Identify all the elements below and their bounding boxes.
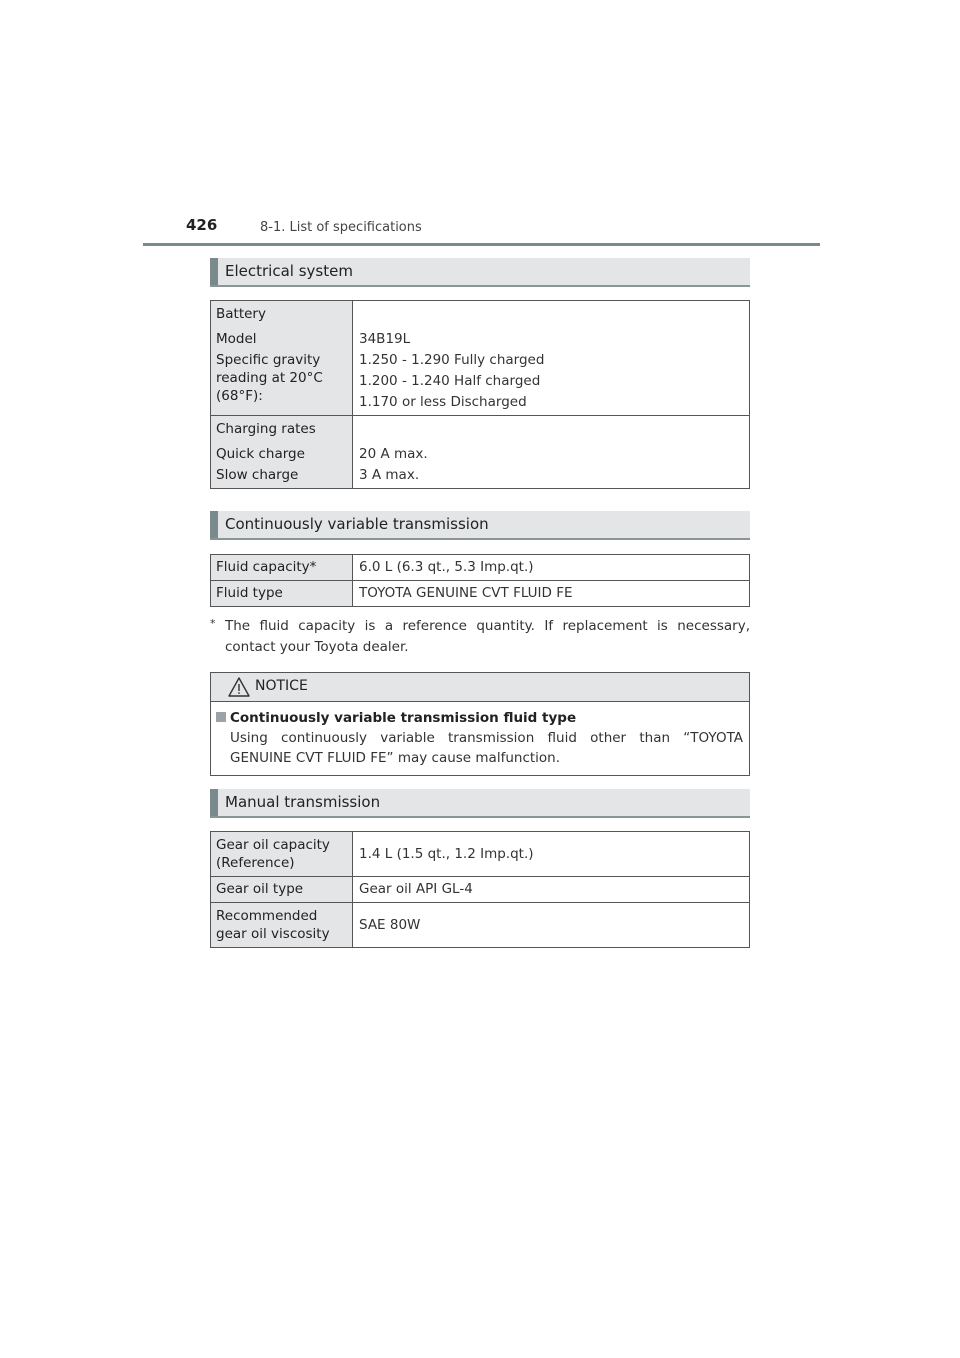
label-line: gear oil viscosity xyxy=(216,926,330,942)
notice-subheading-text: Continuously variable transmission fluid type xyxy=(230,710,577,726)
heading-label: Manual transmission xyxy=(225,793,381,811)
footnote-mark: * xyxy=(210,617,216,630)
label-line: Recommended xyxy=(216,908,318,924)
quick-charge-value: 20 A max. xyxy=(359,446,428,462)
gravity-value-3: 1.170 or less Discharged xyxy=(359,394,527,410)
battery-labels xyxy=(211,301,353,416)
model-value: 34B19L xyxy=(359,331,411,347)
label-line: Gear oil type xyxy=(216,881,304,897)
model-label: Model xyxy=(216,331,257,347)
heading-label: Continuously variable transmission xyxy=(225,515,489,533)
gravity-value-2: 1.200 - 1.240 Half charged xyxy=(359,373,541,389)
charging-title: Charging rates xyxy=(216,421,316,437)
gear-oil-viscosity-value: SAE 80W xyxy=(353,903,750,948)
gravity-label-2: reading at 20°C xyxy=(216,370,323,386)
section-heading-cvt xyxy=(210,511,750,540)
chapter-title: 8-1. List of specifications xyxy=(260,220,422,235)
gravity-label-1: Specific gravity xyxy=(216,352,321,368)
table-row xyxy=(211,832,750,877)
slow-charge-label: Slow charge xyxy=(216,467,299,483)
charging-values xyxy=(353,416,750,489)
battery-title: Battery xyxy=(216,306,266,322)
fluid-type-label: Fluid type xyxy=(211,581,353,607)
label-line: Gear oil capacity xyxy=(216,837,330,853)
gravity-value-1: 1.250 - 1.290 Fully charged xyxy=(359,352,545,368)
gear-oil-capacity-value: 1.4 L (1.5 qt., 1.2 Imp.qt.) xyxy=(353,832,750,877)
page-header xyxy=(0,0,960,250)
notice-text: Using continuously variable transmission fluid other than “TOYOTA GENUINE CVT FLUID FE” may cause malfunction. xyxy=(230,730,743,766)
notice-box xyxy=(210,672,750,776)
label-line: (Reference) xyxy=(216,855,295,871)
table-row xyxy=(211,555,750,581)
table-row xyxy=(211,581,750,607)
fluid-capacity-value: 6.0 L (6.3 qt., 5.3 Imp.qt.) xyxy=(353,555,750,581)
table-row xyxy=(211,877,750,903)
notice-title: NOTICE xyxy=(255,678,308,694)
notice-body xyxy=(211,709,749,768)
footnote xyxy=(210,616,750,658)
warning-icon xyxy=(228,677,250,697)
gear-oil-viscosity-label xyxy=(211,903,353,948)
heading-bar xyxy=(210,511,218,538)
slow-charge-value: 3 A max. xyxy=(359,467,420,483)
heading-label: Electrical system xyxy=(225,262,353,280)
heading-bar xyxy=(210,258,218,285)
notice-header xyxy=(211,673,749,702)
charging-row xyxy=(211,416,750,489)
gear-oil-capacity-label xyxy=(211,832,353,877)
heading-bar xyxy=(210,789,218,816)
quick-charge-label: Quick charge xyxy=(216,446,305,462)
charging-labels xyxy=(211,416,353,489)
header-rule xyxy=(143,243,820,246)
notice-subheading xyxy=(216,709,743,728)
gear-oil-type-value: Gear oil API GL-4 xyxy=(353,877,750,903)
footnote-text: The fluid capacity is a reference quantity. If replacement is necessary, contact your Toyota dealer. xyxy=(225,618,750,655)
section-heading-manual xyxy=(210,789,750,818)
square-bullet-icon xyxy=(216,712,226,722)
gravity-label-3: (68°F): xyxy=(216,388,263,404)
fluid-capacity-label: Fluid capacity* xyxy=(211,555,353,581)
battery-row xyxy=(211,301,750,416)
fluid-type-value: TOYOTA GENUINE CVT FLUID FE xyxy=(353,581,750,607)
cvt-table xyxy=(210,554,750,607)
section-heading-electrical xyxy=(210,258,750,287)
electrical-table xyxy=(210,300,750,489)
table-row xyxy=(211,903,750,948)
page-number: 426 xyxy=(186,216,218,234)
gear-oil-type-label xyxy=(211,877,353,903)
manual-table xyxy=(210,831,750,948)
battery-values xyxy=(353,301,750,416)
